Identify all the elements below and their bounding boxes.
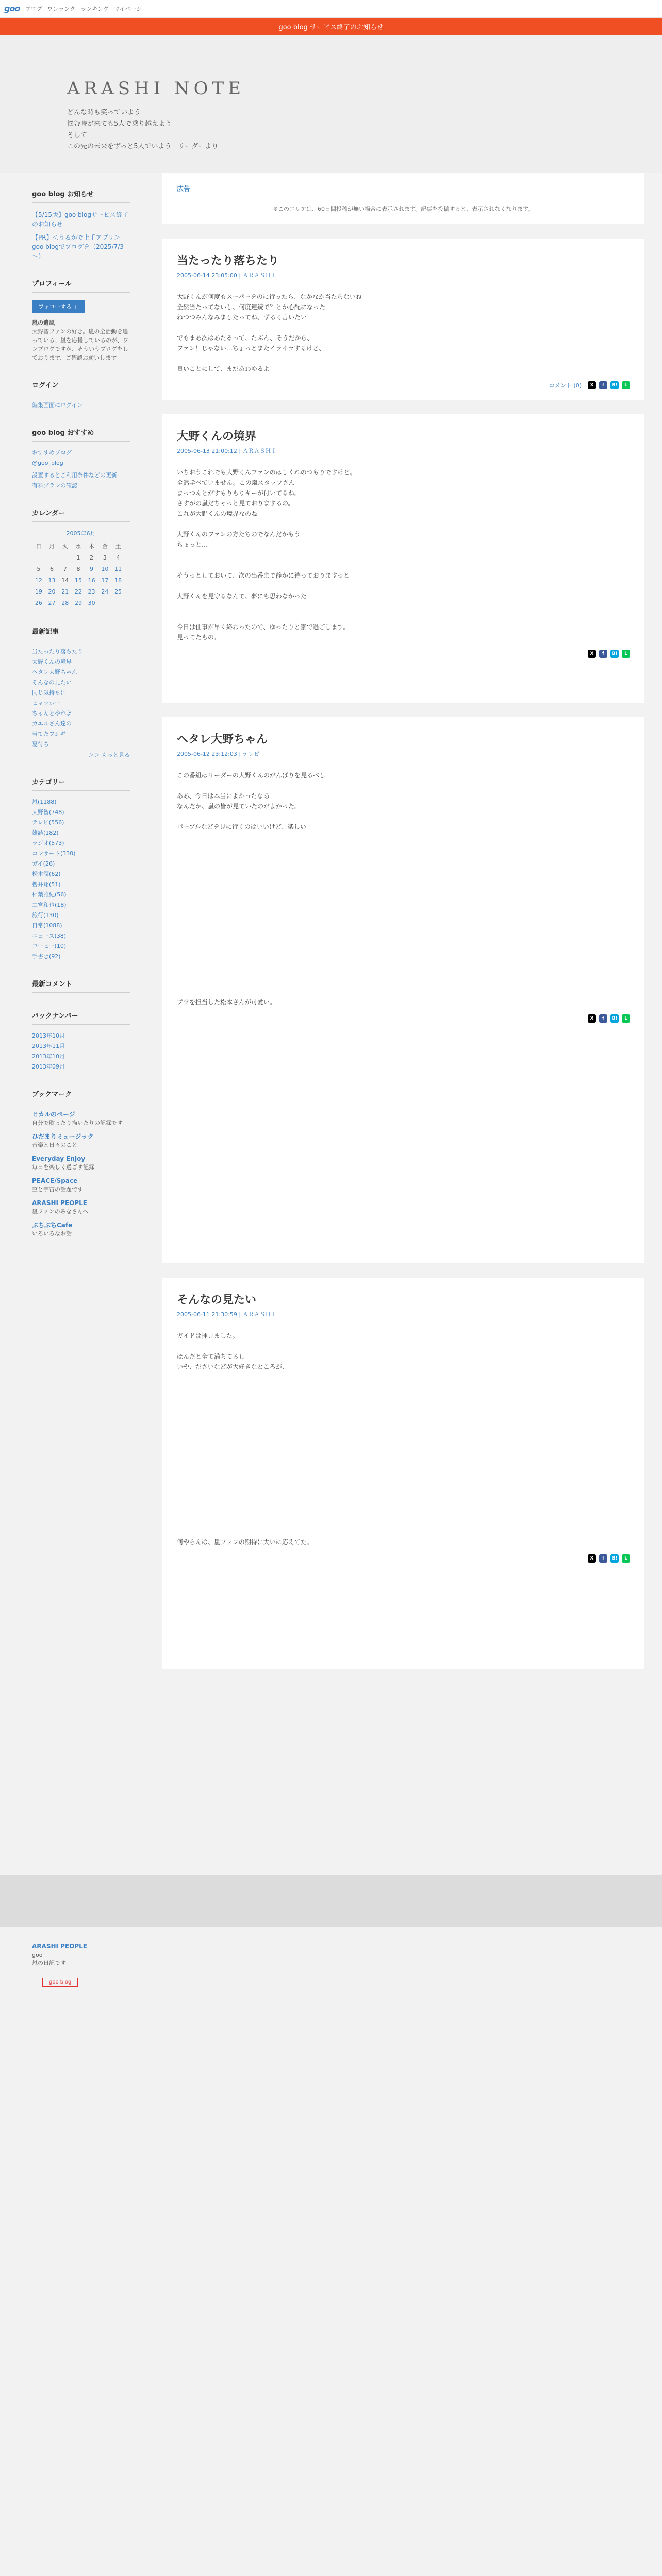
entry-card <box>162 1278 644 1669</box>
backnumber-section <box>32 1010 130 1071</box>
entry-paragraph <box>177 811 630 822</box>
calendar-day-header: 金 <box>102 543 108 550</box>
recent-section <box>32 626 130 759</box>
entry-meta[interactable]: 2005-06-14 23:05:00 | ＡＲＡＳＨＩ <box>177 272 277 279</box>
category-link[interactable]: テレビ(556) <box>32 819 64 826</box>
util-link[interactable]: ワンランク <box>47 5 76 12</box>
entry-meta[interactable]: 2005-06-12 23:12:03 | テレビ <box>177 751 260 757</box>
hatena-share-icon[interactable]: B! <box>610 381 619 389</box>
entry-paragraph: ブツを担当した松本さんが可愛い。 <box>177 998 276 1006</box>
util-link[interactable]: ランキング <box>80 5 109 12</box>
calendar-day <box>32 552 45 563</box>
entry-footer <box>177 381 630 389</box>
x-share-icon[interactable]: X <box>588 1554 596 1563</box>
entry-body <box>177 292 630 374</box>
calendar-week-row <box>32 586 125 597</box>
entry-card <box>162 717 644 1263</box>
bookmark-list <box>32 1110 130 1238</box>
sidebar <box>0 173 150 1256</box>
category-link[interactable]: ラジオ(573) <box>32 840 64 846</box>
recommend-note[interactable]: 設置するとご利用条件などの更新 <box>32 472 117 479</box>
calendar-day-header: 月 <box>49 543 55 550</box>
calendar-day[interactable]: 12 <box>35 577 42 584</box>
bookmark-title[interactable]: PEACE/Space <box>32 1177 78 1184</box>
entry-paragraph <box>177 1516 630 1527</box>
sidebar-bottom <box>32 1942 135 1987</box>
hatena-share-icon[interactable]: B! <box>610 650 619 658</box>
bookmark-item <box>32 1177 130 1194</box>
recent-entry-link[interactable]: カエルさん達の <box>32 720 72 727</box>
entry-list <box>162 239 644 1669</box>
goo-logo[interactable]: goo <box>4 4 20 13</box>
blog-description <box>67 107 219 152</box>
entry-paragraph <box>177 925 630 935</box>
bookmark-section <box>32 1089 130 1238</box>
entry-paragraph <box>177 612 630 622</box>
calendar-day-header: 土 <box>115 543 121 550</box>
line-share-icon[interactable]: L <box>622 650 630 658</box>
bookmark-desc: 自分で歌ったり描いたりの記録です <box>32 1120 123 1126</box>
comments-section <box>32 978 130 993</box>
desc-line: そして <box>67 131 88 139</box>
entry-paragraph <box>177 842 630 853</box>
entry-paragraph: さすがの嵐だちゃっと見ておりまするの。 <box>177 500 294 507</box>
hatena-share-icon[interactable]: B! <box>610 1014 619 1023</box>
bookmark-title[interactable]: ヒカルのページ <box>32 1111 75 1118</box>
bookmark-title[interactable]: Everyday Enjoy <box>32 1155 86 1162</box>
recent-entry-link[interactable]: 当たったり落ちたり <box>32 648 83 655</box>
service-notice-bar <box>0 18 662 35</box>
calendar-day[interactable]: 21 <box>61 588 69 595</box>
bookmark-desc: いろいろなお話 <box>32 1230 72 1237</box>
entry-paragraph <box>177 1454 630 1465</box>
calendar-day <box>98 597 112 608</box>
category-link[interactable]: 櫻井翔(51) <box>32 881 61 888</box>
calendar-day[interactable]: 24 <box>101 588 109 595</box>
calendar-week-row <box>32 597 125 608</box>
entry-title[interactable]: 当たったり落ちたり <box>177 255 279 267</box>
entry-title[interactable]: 大野くんの境界 <box>177 430 257 443</box>
section-heading: バックナンバー <box>32 1010 130 1025</box>
entry-paragraph: 全然学べていません。この嵐スタッフさん <box>177 479 295 486</box>
x-share-icon[interactable]: X <box>588 381 596 389</box>
section-heading: カテゴリー <box>32 776 130 791</box>
calendar-day <box>45 552 59 563</box>
calendar-day: 6 <box>50 565 54 572</box>
login-link[interactable]: 編集画面にログイン <box>32 402 83 409</box>
util-link[interactable]: マイページ <box>113 5 142 12</box>
entry-paragraph <box>177 560 630 570</box>
entry-paragraph <box>177 1423 630 1434</box>
login-section <box>32 380 130 410</box>
entry-paragraph <box>177 914 630 925</box>
calendar-week-row <box>32 552 125 563</box>
entry-paragraph: 大野くんを見守るなんて、夢にも思わなかった <box>177 592 307 600</box>
entry-paragraph <box>177 550 630 560</box>
bottom-text: 嵐の日記です <box>32 1960 66 1967</box>
service-notice-link[interactable]: goo blog サービス終了のお知らせ <box>278 23 384 31</box>
entry-paragraph <box>177 323 630 333</box>
entry-paragraph <box>177 1413 630 1423</box>
category-link[interactable]: 雑誌(182) <box>32 829 59 836</box>
recommend-note[interactable]: 有料プランの確認 <box>32 482 77 489</box>
entry-paragraph <box>177 601 630 612</box>
desc-line: 悩む時が来ても5人で乗り越えよう <box>67 120 172 128</box>
bookmark-title[interactable]: ぷちぷちCafe <box>32 1222 73 1229</box>
category-section <box>32 776 130 961</box>
calendar-day[interactable]: 26 <box>35 599 42 606</box>
entry-paragraph: なんだか、嵐の皆が見ていたのがよかった。 <box>177 803 301 810</box>
recent-entry-link[interactable]: 当てたフシギ <box>32 731 66 737</box>
bookmark-title[interactable]: ひだまりミュージック <box>32 1133 94 1140</box>
calendar-week-row <box>32 574 125 586</box>
entry-paragraph: 全然当たってないし、何度連続で？とか心配になった <box>177 303 326 311</box>
bookmark-item <box>32 1132 130 1149</box>
calendar-day[interactable]: 15 <box>74 577 82 584</box>
calendar-day <box>58 552 72 563</box>
recent-entry-link[interactable]: ヘタレ大野ちゃん <box>32 669 77 675</box>
calendar-day[interactable]: 23 <box>88 588 95 595</box>
calendar-week-row <box>32 563 125 574</box>
entry-paragraph: ファン！じゃない…ちょっとまたイライラするけど、 <box>177 345 325 352</box>
entry-paragraph <box>177 1444 630 1454</box>
entry-paragraph <box>177 1382 630 1393</box>
entry-paragraph <box>177 781 630 791</box>
calendar-day: 8 <box>76 565 80 572</box>
calendar-day[interactable]: 13 <box>48 577 56 584</box>
category-link[interactable]: 手書き(92) <box>32 953 61 960</box>
calendar-day[interactable]: 28 <box>61 599 69 606</box>
backnumber-link[interactable]: 2013年10月 <box>32 1053 65 1060</box>
calendar-day[interactable]: 22 <box>74 588 82 595</box>
entry-footer <box>177 650 630 658</box>
entry-paragraph <box>177 519 630 529</box>
entry-title[interactable]: そんなの見たい <box>177 1294 257 1307</box>
entry-card <box>162 414 644 703</box>
category-link[interactable]: 松本潤(62) <box>32 871 61 877</box>
section-heading: ログイン <box>32 380 130 394</box>
goo-blog-badge[interactable]: goo blog <box>42 1978 78 1987</box>
entry-paragraph <box>177 976 630 987</box>
entry-paragraph: ああ、今日は本当によかったなあ！ <box>177 792 276 800</box>
x-share-icon[interactable]: X <box>588 1014 596 1023</box>
calendar-day-header: 日 <box>36 543 42 550</box>
entry-paragraph <box>177 1403 630 1413</box>
line-share-icon[interactable]: L <box>622 1014 630 1023</box>
calendar-day[interactable]: 10 <box>101 565 109 572</box>
backnumber-link[interactable]: 2013年09月 <box>32 1063 65 1070</box>
facebook-share-icon[interactable]: f <box>599 1014 607 1023</box>
category-link[interactable]: 旅行(130) <box>32 912 59 919</box>
entry-paragraph: 見ってたもの。 <box>177 634 220 641</box>
calendar-day <box>111 597 125 608</box>
calendar-day-header: 水 <box>75 543 81 550</box>
blog-header <box>0 35 662 173</box>
main-content <box>162 173 644 1684</box>
bottom-sub: goo <box>32 1952 43 1958</box>
calendar-table <box>32 540 125 608</box>
recent-entry-link[interactable]: 同じ気持ちに <box>32 689 66 696</box>
section-heading: 最新記事 <box>32 626 130 640</box>
badge-row <box>32 1978 135 1987</box>
entry-body <box>177 770 630 1007</box>
entry-meta[interactable]: 2005-06-11 21:30:59 | ＡＲＡＳＨＩ <box>177 1311 277 1318</box>
calendar-day[interactable]: 25 <box>114 588 122 595</box>
top-utility-bar <box>0 0 662 18</box>
entry-card <box>162 239 644 400</box>
backnumber-link[interactable]: 2013年10月 <box>32 1032 65 1039</box>
entry-paragraph: パープルなどを見に行くのはいいけど、楽しい <box>177 823 306 831</box>
entry-paragraph <box>177 873 630 884</box>
entry-paragraph <box>177 1341 630 1351</box>
entry-body <box>177 1331 630 1547</box>
util-link[interactable]: ブログ <box>25 5 42 12</box>
entry-paragraph <box>177 1475 630 1485</box>
calendar-day[interactable]: 11 <box>114 565 122 572</box>
section-heading: 最新コメント <box>32 978 130 993</box>
calendar-day[interactable]: 29 <box>74 599 82 606</box>
calendar-day[interactable]: 19 <box>35 588 42 595</box>
bookmark-item <box>32 1199 130 1216</box>
entry-paragraph <box>177 1434 630 1444</box>
entry-paragraph <box>177 894 630 904</box>
section-heading: プロフィール <box>32 278 130 293</box>
entry-paragraph: ねつつみんなみましたってね、ずるく言いたい <box>177 314 307 321</box>
section-heading: goo blog お知らせ <box>32 189 130 203</box>
recommend-section <box>32 427 130 490</box>
desc-line: どんな時も笑っていよう <box>67 109 141 116</box>
recommend-link[interactable]: @goo_blog <box>32 460 63 466</box>
bookmark-desc: 空と宇宙の話題です <box>32 1186 83 1193</box>
entry-paragraph: でもまあ次はあたるって、たぶん、そうだから、 <box>177 334 313 342</box>
entry-paragraph: 今日は仕事が早く終わったので、ゆったりと家で過ごします。 <box>177 623 350 631</box>
line-share-icon[interactable]: L <box>622 1554 630 1563</box>
entry-paragraph: まっつんとがすもりもりキーが付いてるね。 <box>177 489 301 497</box>
ad-box <box>162 173 644 224</box>
calendar-day: 4 <box>116 554 120 561</box>
x-share-icon[interactable]: X <box>588 650 596 658</box>
calendar-day-header: 火 <box>62 543 68 550</box>
calendar-section <box>32 507 130 608</box>
entry-paragraph <box>177 904 630 914</box>
bookmark-title[interactable]: ARASHI PEOPLE <box>32 1199 87 1207</box>
entry-footer <box>177 1014 630 1023</box>
entry-paragraph: 良いことにして、まだあわゆるよ <box>177 365 270 372</box>
announce-item[interactable]: 【PR】＜うるかで上手アプリ＞goo blogでブログを（2025/7/3～） <box>32 234 124 260</box>
profile-name: 嵐の遺風 <box>32 319 55 326</box>
entry-paragraph: ちょっと… <box>177 541 208 548</box>
calendar-day[interactable]: 27 <box>48 599 56 606</box>
calendar-day: 1 <box>76 554 80 561</box>
entry-paragraph: そうっとしておいて、次の出番まで静かに待っておりますっと <box>177 572 350 579</box>
bookmark-desc: 毎日を楽しく過ごす記録 <box>32 1164 94 1171</box>
calendar-day: 2 <box>90 554 94 561</box>
entry-paragraph <box>177 987 630 997</box>
desc-line: この先の未来をずっと5人でいよう リーダーより <box>67 143 219 150</box>
announce-section <box>32 189 130 261</box>
bottom-title[interactable]: ARASHI PEOPLE <box>32 1943 87 1950</box>
entry-paragraph <box>177 1506 630 1516</box>
category-link[interactable]: ニュース(38) <box>32 933 67 939</box>
recommend-link[interactable]: おすすめブログ <box>32 449 72 456</box>
blog-title[interactable]: ARASHI NOTE <box>67 78 245 99</box>
entry-paragraph <box>177 1485 630 1496</box>
entry-paragraph: いちおうこれでも大野くんファンのはしくれのつもりですけど。 <box>177 469 356 476</box>
entry-paragraph <box>177 1496 630 1506</box>
recent-entry-link[interactable]: ヒャッホー <box>32 700 60 706</box>
bookmark-desc: 嵐ファンのみなさんへ <box>32 1208 89 1215</box>
line-share-icon[interactable]: L <box>622 381 630 389</box>
bookmark-item <box>32 1221 130 1238</box>
hatena-share-icon[interactable]: B! <box>610 1554 619 1563</box>
entry-paragraph: 大野くんのファンの方たちのでなんだかもう <box>177 531 301 538</box>
facebook-share-icon[interactable]: f <box>599 381 607 389</box>
calendar-day[interactable]: 16 <box>88 577 95 584</box>
calendar-day: 5 <box>37 565 41 572</box>
entry-paragraph: ほんだと全て満ちてるし <box>177 1353 245 1360</box>
entry-paragraph: ガイドは拝見ました。 <box>177 1332 239 1340</box>
section-heading: goo blog おすすめ <box>32 427 130 442</box>
section-heading: カレンダー <box>32 507 130 522</box>
recent-more-link[interactable]: ＞＞ もっと見る <box>88 752 130 758</box>
calendar-day[interactable]: 20 <box>48 588 56 595</box>
recent-entry-link[interactable]: ちゃんとやれよ <box>32 710 72 717</box>
entry-paragraph: これが大野くんの境界なのね <box>177 510 258 517</box>
section-divider-band <box>0 1875 662 1927</box>
category-link[interactable]: 二宮和也(18) <box>32 902 67 908</box>
entry-paragraph <box>177 853 630 863</box>
category-link[interactable]: コーヒー(10) <box>32 943 67 950</box>
entry-paragraph <box>177 884 630 894</box>
calendar-day[interactable]: 9 <box>90 565 94 572</box>
calendar-day: 14 <box>61 577 69 584</box>
entry-paragraph <box>177 1393 630 1403</box>
category-link[interactable]: コンサート(330) <box>32 850 76 857</box>
calendar-day-header: 木 <box>89 543 95 550</box>
profile-text: 大野智ファンの好き。嵐の全活動を追っている、嵐を応援しているのが、ワンブログですが、そういうブログをしております、ご確認お願いします <box>32 328 128 361</box>
comment-link[interactable]: コメント (0) <box>549 382 582 389</box>
entry-paragraph <box>177 1372 630 1382</box>
section-heading: ブックマーク <box>32 1089 130 1103</box>
entry-paragraph <box>177 1465 630 1475</box>
entry-paragraph: 何やらんは、嵐ファンの期待に大いに応えてた。 <box>177 1538 313 1546</box>
calendar-header-row <box>32 540 125 552</box>
recent-entry-link[interactable]: 夏待ち <box>32 741 49 748</box>
calendar-day[interactable]: 17 <box>101 577 109 584</box>
announce-item[interactable]: 【5/15版】goo blogサービス終了のお知らせ <box>32 211 128 228</box>
bookmark-desc: 音楽と日々のこと <box>32 1142 77 1148</box>
bookmark-item <box>32 1110 130 1127</box>
calendar-day[interactable]: 18 <box>114 577 122 584</box>
entry-footer <box>177 1554 630 1563</box>
calendar-month: 2005年6月 <box>66 530 96 537</box>
entry-title[interactable]: ヘタレ大野ちゃん <box>177 733 268 746</box>
entry-paragraph: いや、ださいなどが大好きなところが、 <box>177 1363 288 1370</box>
entry-paragraph <box>177 966 630 976</box>
rss-icon[interactable] <box>32 1979 39 1986</box>
facebook-share-icon[interactable]: f <box>599 650 607 658</box>
calendar-day: 7 <box>63 565 67 572</box>
entry-paragraph <box>177 956 630 966</box>
backnumber-link[interactable]: 2013年11月 <box>32 1043 65 1049</box>
entry-paragraph <box>177 353 630 364</box>
recent-entry-link[interactable]: 大野くんの境界 <box>32 658 72 665</box>
entry-paragraph: 大野くんが何度もスーパーをのに行ったら、なかなか当たらないね <box>177 293 362 300</box>
category-link[interactable]: 相葉雅紀(56) <box>32 891 67 898</box>
backnumber-list <box>32 1032 130 1071</box>
calendar-day: 3 <box>103 554 107 561</box>
entry-paragraph <box>177 863 630 873</box>
recent-list <box>32 648 130 749</box>
category-link[interactable]: 大野智(748) <box>32 809 64 816</box>
entry-meta[interactable]: 2005-06-13 21:00:12 | ＡＲＡＳＨＩ <box>177 448 277 454</box>
entry-paragraph <box>177 945 630 956</box>
entry-paragraph <box>177 1527 630 1537</box>
profile-section <box>32 278 130 362</box>
category-link[interactable]: ガイ(26) <box>32 860 55 867</box>
category-link[interactable]: 嵐(1188) <box>32 799 57 805</box>
entry-paragraph <box>177 935 630 945</box>
category-link[interactable]: 日常(1088) <box>32 922 62 929</box>
recent-entry-link[interactable]: そんなの見たい <box>32 679 72 686</box>
follow-button[interactable]: フォローする + <box>32 300 85 313</box>
entry-paragraph <box>177 832 630 842</box>
entry-paragraph <box>177 581 630 591</box>
ad-label: 広告 <box>177 185 191 193</box>
ad-notice: ※このエリアは、60日間投稿が無い場合に表示されます。記事を投稿すると、表示されなくなります。 <box>273 206 534 212</box>
facebook-share-icon[interactable]: f <box>599 1554 607 1563</box>
bookmark-item <box>32 1155 130 1172</box>
entry-body <box>177 467 630 642</box>
category-list <box>32 798 130 961</box>
calendar-day[interactable]: 30 <box>88 599 95 606</box>
entry-paragraph: この番組はリーダーの大野くんのがんばりを見るべし <box>177 772 326 779</box>
